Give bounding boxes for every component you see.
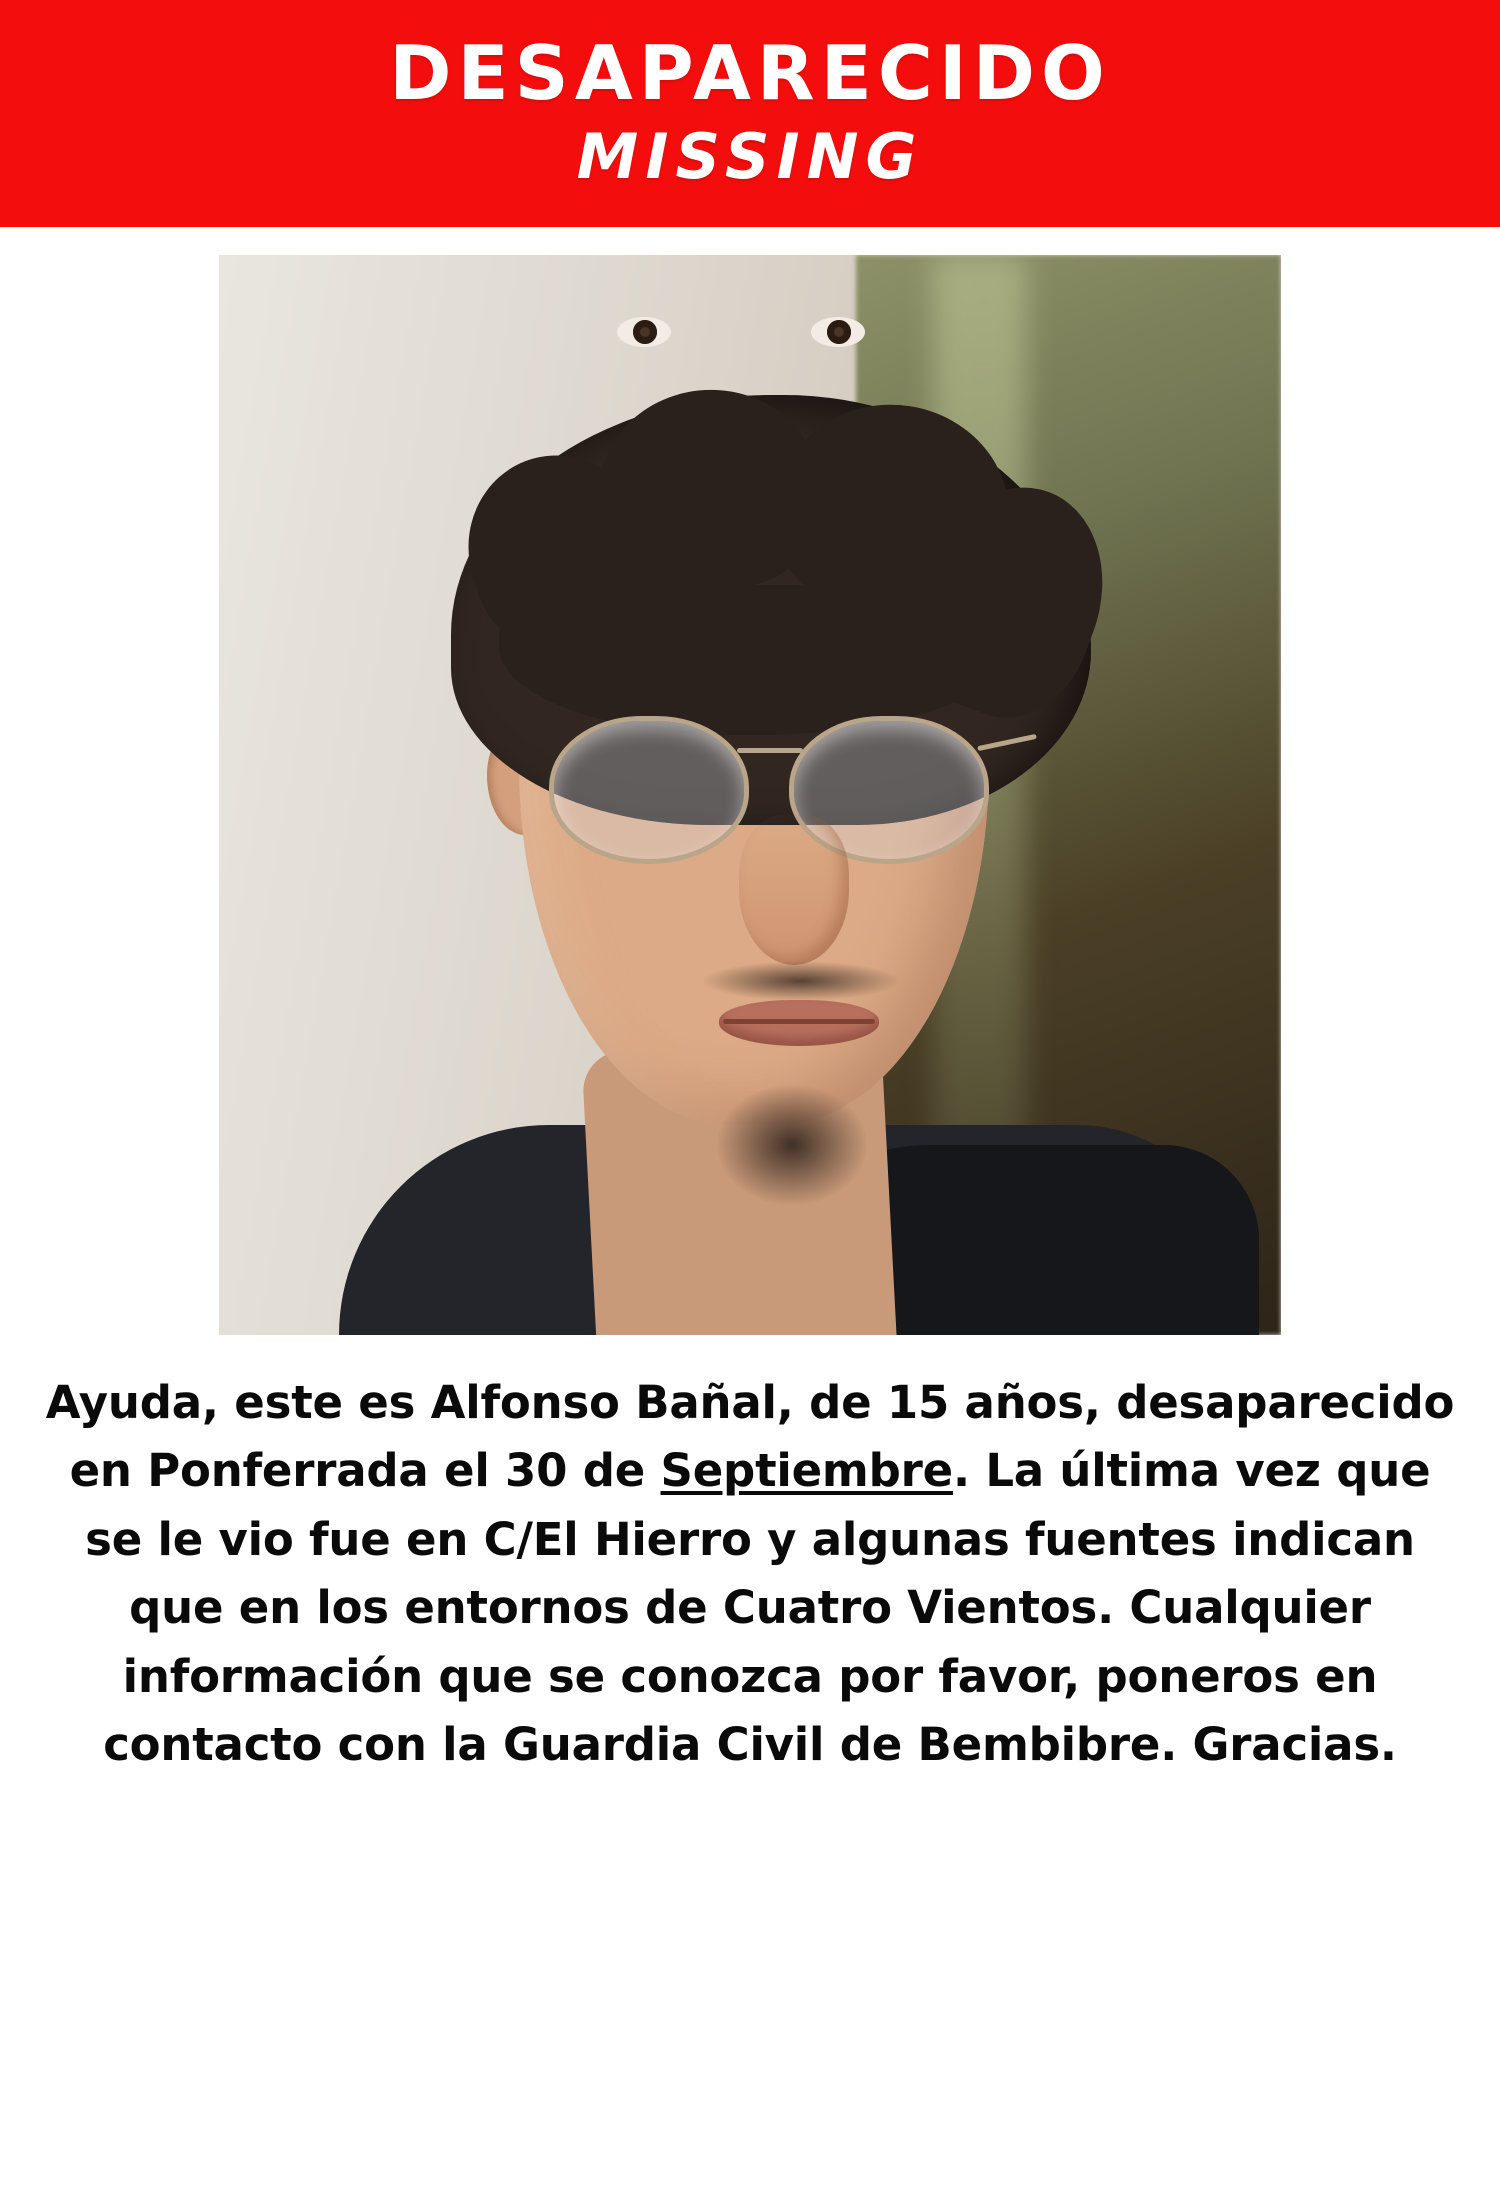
person-nose: [739, 815, 849, 965]
missing-person-photo: [219, 255, 1281, 1335]
banner-subtitle-missing: MISSING: [576, 119, 924, 193]
banner-title-desaparecido: DESAPARECIDO: [389, 29, 1111, 117]
glasses-bridge: [737, 748, 803, 753]
person-eye-left: [617, 317, 671, 347]
caption-text-part1: Ayuda, este es Alfonso Bañal, de 15 años, desaparecido en Ponferrada el 30 de: [45, 1375, 1455, 1498]
poster-banner: [0, 0, 1500, 227]
person-goatee: [717, 1085, 867, 1205]
person-moustache: [701, 961, 901, 1001]
caption-date-underlined: Septiembre: [660, 1444, 953, 1498]
person-eye-right: [811, 317, 865, 347]
glasses-lens-left: [549, 716, 749, 864]
photo-container: [219, 255, 1281, 1335]
poster-caption: [40, 1369, 1460, 1779]
person-mouth-line: [723, 1019, 875, 1024]
caption-text-part2: . La última vez que se le vio fue en C/El Hierro y algunas fuentes indican que en los entornos de Cuatro Vientos. Cualquier información que se conozca por favor, poneros en contacto con la Guardia Civil de Bembibre. Gracias.: [85, 1444, 1431, 1771]
